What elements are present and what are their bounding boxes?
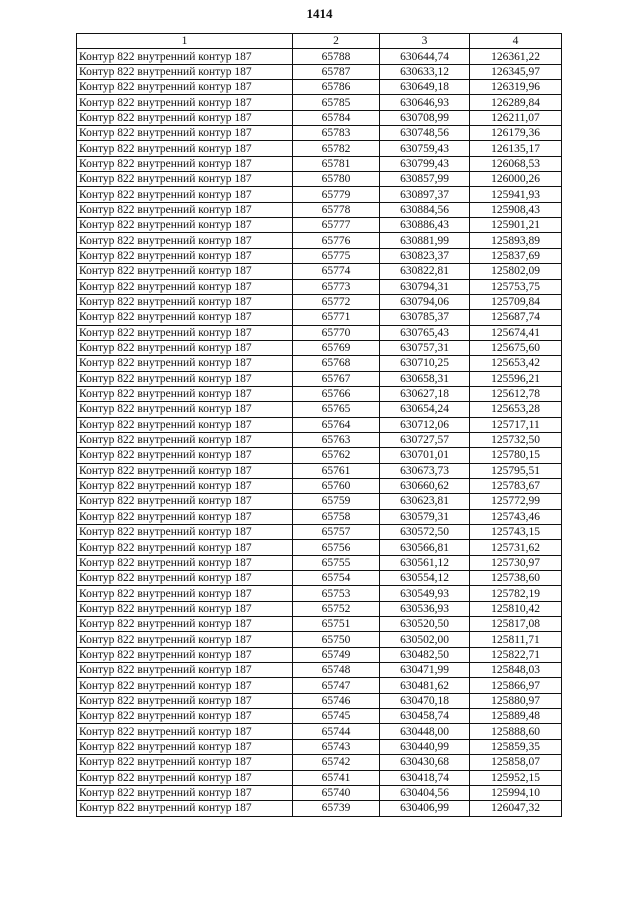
point-number-cell: 65751 (293, 617, 380, 632)
x-coordinate-cell: 630418,74 (380, 770, 470, 785)
contour-name-cell: Контур 822 внутренний контур 187 (77, 141, 293, 156)
contour-name-cell: Контур 822 внутренний контур 187 (77, 463, 293, 478)
table-row (77, 386, 562, 401)
y-coordinate-cell: 125889,48 (470, 709, 562, 724)
y-coordinate-cell: 125653,42 (470, 356, 562, 371)
point-number-cell: 65741 (293, 770, 380, 785)
point-number-cell: 65772 (293, 294, 380, 309)
contour-name-cell: Контур 822 внутренний контур 187 (77, 402, 293, 417)
y-coordinate-cell: 125941,93 (470, 187, 562, 202)
x-coordinate-cell: 630572,50 (380, 525, 470, 540)
point-number-cell: 65759 (293, 494, 380, 509)
y-coordinate-cell: 126068,53 (470, 156, 562, 171)
y-coordinate-cell: 125731,62 (470, 540, 562, 555)
point-number-cell: 65748 (293, 663, 380, 678)
y-coordinate-cell: 125675,60 (470, 340, 562, 355)
x-coordinate-cell: 630673,73 (380, 463, 470, 478)
table-row (77, 785, 562, 800)
point-number-cell: 65761 (293, 463, 380, 478)
x-coordinate-cell: 630502,00 (380, 632, 470, 647)
x-coordinate-cell: 630404,56 (380, 785, 470, 800)
y-coordinate-cell: 125687,74 (470, 310, 562, 325)
y-coordinate-cell: 125795,51 (470, 463, 562, 478)
contour-name-cell: Контур 822 внутренний контур 187 (77, 693, 293, 708)
point-number-cell: 65784 (293, 110, 380, 125)
point-number-cell: 65758 (293, 509, 380, 524)
point-number-cell: 65762 (293, 448, 380, 463)
y-coordinate-cell: 125717,11 (470, 417, 562, 432)
contour-name-cell: Контур 822 внутренний контур 187 (77, 540, 293, 555)
contour-name-cell: Контур 822 внутренний контур 187 (77, 739, 293, 754)
contour-name-cell: Контур 822 внутренний контур 187 (77, 770, 293, 785)
table-row (77, 110, 562, 125)
table-row (77, 755, 562, 770)
table-row (77, 801, 562, 816)
x-coordinate-cell: 630520,50 (380, 617, 470, 632)
x-coordinate-cell: 630406,99 (380, 801, 470, 816)
coordinates-table (76, 33, 562, 817)
x-coordinate-cell: 630654,24 (380, 402, 470, 417)
contour-name-cell: Контур 822 внутренний контур 187 (77, 187, 293, 202)
x-coordinate-cell: 630566,81 (380, 540, 470, 555)
y-coordinate-cell: 125730,97 (470, 555, 562, 570)
point-number-cell: 65783 (293, 126, 380, 141)
contour-name-cell: Контур 822 внутренний контур 187 (77, 172, 293, 187)
x-coordinate-cell: 630579,31 (380, 509, 470, 524)
table-body (77, 49, 562, 816)
contour-name-cell: Контур 822 внутренний контур 187 (77, 755, 293, 770)
y-coordinate-cell: 125901,21 (470, 218, 562, 233)
point-number-cell: 65750 (293, 632, 380, 647)
table-row (77, 494, 562, 509)
y-coordinate-cell: 126319,96 (470, 80, 562, 95)
table-row (77, 95, 562, 110)
x-coordinate-cell: 630727,57 (380, 432, 470, 447)
x-coordinate-cell: 630710,25 (380, 356, 470, 371)
point-number-cell: 65744 (293, 724, 380, 739)
table-row (77, 724, 562, 739)
contour-name-cell: Контур 822 внутренний контур 187 (77, 340, 293, 355)
x-coordinate-cell: 630633,12 (380, 64, 470, 79)
table-row (77, 402, 562, 417)
contour-name-cell: Контур 822 внутренний контур 187 (77, 248, 293, 263)
contour-name-cell: Контур 822 внутренний контур 187 (77, 678, 293, 693)
point-number-cell: 65780 (293, 172, 380, 187)
x-coordinate-cell: 630759,43 (380, 141, 470, 156)
point-number-cell: 65768 (293, 356, 380, 371)
y-coordinate-cell: 125780,15 (470, 448, 562, 463)
point-number-cell: 65775 (293, 248, 380, 263)
y-coordinate-cell: 125782,19 (470, 586, 562, 601)
y-coordinate-cell: 125612,78 (470, 386, 562, 401)
table-row (77, 294, 562, 309)
table-row (77, 64, 562, 79)
contour-name-cell: Контур 822 внутренний контур 187 (77, 586, 293, 601)
y-coordinate-cell: 125802,09 (470, 264, 562, 279)
y-coordinate-cell: 126179,36 (470, 126, 562, 141)
contour-name-cell: Контур 822 внутренний контур 187 (77, 525, 293, 540)
x-coordinate-cell: 630440,99 (380, 739, 470, 754)
x-coordinate-cell: 630658,31 (380, 371, 470, 386)
table-row (77, 509, 562, 524)
point-number-cell: 65779 (293, 187, 380, 202)
x-coordinate-cell: 630822,81 (380, 264, 470, 279)
x-coordinate-cell: 630549,93 (380, 586, 470, 601)
table-row (77, 156, 562, 171)
point-number-cell: 65747 (293, 678, 380, 693)
y-coordinate-cell: 125994,10 (470, 785, 562, 800)
y-coordinate-cell: 125743,46 (470, 509, 562, 524)
y-coordinate-cell: 125880,97 (470, 693, 562, 708)
y-coordinate-cell: 125817,08 (470, 617, 562, 632)
contour-name-cell: Контур 822 внутренний контур 187 (77, 617, 293, 632)
table-row (77, 586, 562, 601)
point-number-cell: 65788 (293, 49, 380, 64)
table-row (77, 417, 562, 432)
page-number: 1414 (306, 6, 333, 21)
column-header-3: 3 (380, 34, 470, 49)
point-number-cell: 65787 (293, 64, 380, 79)
table-row (77, 663, 562, 678)
x-coordinate-cell: 630646,93 (380, 95, 470, 110)
x-coordinate-cell: 630708,99 (380, 110, 470, 125)
table-row (77, 617, 562, 632)
point-number-cell: 65777 (293, 218, 380, 233)
y-coordinate-cell: 125952,15 (470, 770, 562, 785)
table-row (77, 126, 562, 141)
table-row (77, 540, 562, 555)
y-coordinate-cell: 125837,69 (470, 248, 562, 263)
contour-name-cell: Контур 822 внутренний контур 187 (77, 371, 293, 386)
x-coordinate-cell: 630794,06 (380, 294, 470, 309)
y-coordinate-cell: 125772,99 (470, 494, 562, 509)
point-number-cell: 65786 (293, 80, 380, 95)
table-row (77, 279, 562, 294)
header-row (77, 34, 562, 49)
contour-name-cell: Контур 822 внутренний контур 187 (77, 218, 293, 233)
table-row (77, 172, 562, 187)
y-coordinate-cell: 126361,22 (470, 49, 562, 64)
x-coordinate-cell: 630471,99 (380, 663, 470, 678)
point-number-cell: 65749 (293, 647, 380, 662)
point-number-cell: 65781 (293, 156, 380, 171)
y-coordinate-cell: 125859,35 (470, 739, 562, 754)
x-coordinate-cell: 630799,43 (380, 156, 470, 171)
point-number-cell: 65763 (293, 432, 380, 447)
y-coordinate-cell: 125753,75 (470, 279, 562, 294)
x-coordinate-cell: 630757,31 (380, 340, 470, 355)
y-coordinate-cell: 125783,67 (470, 478, 562, 493)
x-coordinate-cell: 630823,37 (380, 248, 470, 263)
y-coordinate-cell: 125893,89 (470, 233, 562, 248)
column-header-1: 1 (77, 34, 293, 49)
table-row (77, 356, 562, 371)
contour-name-cell: Контур 822 внутренний контур 187 (77, 632, 293, 647)
point-number-cell: 65766 (293, 386, 380, 401)
column-header-4: 4 (470, 34, 562, 49)
contour-name-cell: Контур 822 внутренний контур 187 (77, 417, 293, 432)
point-number-cell: 65773 (293, 279, 380, 294)
y-coordinate-cell: 125596,21 (470, 371, 562, 386)
point-number-cell: 65782 (293, 141, 380, 156)
contour-name-cell: Контур 822 внутренний контур 187 (77, 279, 293, 294)
point-number-cell: 65774 (293, 264, 380, 279)
contour-name-cell: Контур 822 внутренний контур 187 (77, 785, 293, 800)
table-row (77, 770, 562, 785)
x-coordinate-cell: 630430,68 (380, 755, 470, 770)
point-number-cell: 65785 (293, 95, 380, 110)
table-row (77, 310, 562, 325)
point-number-cell: 65755 (293, 555, 380, 570)
contour-name-cell: Контур 822 внутренний контур 187 (77, 432, 293, 447)
contour-name-cell: Контур 822 внутренний контур 187 (77, 126, 293, 141)
point-number-cell: 65778 (293, 202, 380, 217)
point-number-cell: 65765 (293, 402, 380, 417)
x-coordinate-cell: 630794,31 (380, 279, 470, 294)
table-row (77, 233, 562, 248)
contour-name-cell: Контур 822 внутренний контур 187 (77, 571, 293, 586)
contour-name-cell: Контур 822 внутренний контур 187 (77, 478, 293, 493)
contour-name-cell: Контур 822 внутренний контур 187 (77, 386, 293, 401)
x-coordinate-cell: 630765,43 (380, 325, 470, 340)
x-coordinate-cell: 630857,99 (380, 172, 470, 187)
contour-name-cell: Контур 822 внутренний контур 187 (77, 110, 293, 125)
contour-name-cell: Контур 822 внутренний контур 187 (77, 494, 293, 509)
y-coordinate-cell: 125743,15 (470, 525, 562, 540)
contour-name-cell: Контур 822 внутренний контур 187 (77, 601, 293, 616)
y-coordinate-cell: 125822,71 (470, 647, 562, 662)
contour-name-cell: Контур 822 внутренний контур 187 (77, 801, 293, 816)
point-number-cell: 65745 (293, 709, 380, 724)
y-coordinate-cell: 126000,26 (470, 172, 562, 187)
point-number-cell: 65770 (293, 325, 380, 340)
x-coordinate-cell: 630623,81 (380, 494, 470, 509)
contour-name-cell: Контур 822 внутренний контур 187 (77, 509, 293, 524)
x-coordinate-cell: 630448,00 (380, 724, 470, 739)
table-row (77, 693, 562, 708)
table-row (77, 601, 562, 616)
contour-name-cell: Контур 822 внутренний контур 187 (77, 724, 293, 739)
contour-name-cell: Контур 822 внутренний контур 187 (77, 80, 293, 95)
x-coordinate-cell: 630884,56 (380, 202, 470, 217)
x-coordinate-cell: 630886,43 (380, 218, 470, 233)
table-row (77, 555, 562, 570)
table-row (77, 264, 562, 279)
point-number-cell: 65764 (293, 417, 380, 432)
x-coordinate-cell: 630897,37 (380, 187, 470, 202)
x-coordinate-cell: 630701,01 (380, 448, 470, 463)
contour-name-cell: Контур 822 внутренний контур 187 (77, 202, 293, 217)
x-coordinate-cell: 630712,06 (380, 417, 470, 432)
table-row (77, 187, 562, 202)
x-coordinate-cell: 630627,18 (380, 386, 470, 401)
y-coordinate-cell: 125848,03 (470, 663, 562, 678)
x-coordinate-cell: 630554,12 (380, 571, 470, 586)
contour-name-cell: Контур 822 внутренний контур 187 (77, 448, 293, 463)
contour-name-cell: Контур 822 внутренний контур 187 (77, 95, 293, 110)
x-coordinate-cell: 630785,37 (380, 310, 470, 325)
y-coordinate-cell: 125810,42 (470, 601, 562, 616)
point-number-cell: 65746 (293, 693, 380, 708)
contour-name-cell: Контур 822 внутренний контур 187 (77, 555, 293, 570)
x-coordinate-cell: 630748,56 (380, 126, 470, 141)
y-coordinate-cell: 125866,97 (470, 678, 562, 693)
x-coordinate-cell: 630458,74 (380, 709, 470, 724)
table-row (77, 248, 562, 263)
y-coordinate-cell: 126047,32 (470, 801, 562, 816)
contour-name-cell: Контур 822 внутренний контур 187 (77, 156, 293, 171)
column-header-2: 2 (293, 34, 380, 49)
point-number-cell: 65754 (293, 571, 380, 586)
contour-name-cell: Контур 822 внутренний контур 187 (77, 356, 293, 371)
table-row (77, 448, 562, 463)
table-row (77, 739, 562, 754)
point-number-cell: 65740 (293, 785, 380, 800)
x-coordinate-cell: 630536,93 (380, 601, 470, 616)
table-row (77, 463, 562, 478)
x-coordinate-cell: 630481,62 (380, 678, 470, 693)
table-row (77, 709, 562, 724)
table-row (77, 478, 562, 493)
point-number-cell: 65767 (293, 371, 380, 386)
y-coordinate-cell: 125738,60 (470, 571, 562, 586)
point-number-cell: 65771 (293, 310, 380, 325)
point-number-cell: 65739 (293, 801, 380, 816)
table-row (77, 325, 562, 340)
x-coordinate-cell: 630644,74 (380, 49, 470, 64)
contour-name-cell: Контур 822 внутренний контур 187 (77, 233, 293, 248)
table-row (77, 525, 562, 540)
point-number-cell: 65753 (293, 586, 380, 601)
x-coordinate-cell: 630561,12 (380, 555, 470, 570)
table-row (77, 432, 562, 447)
table-row (77, 202, 562, 217)
y-coordinate-cell: 125709,84 (470, 294, 562, 309)
table-row (77, 647, 562, 662)
point-number-cell: 65760 (293, 478, 380, 493)
y-coordinate-cell: 125908,43 (470, 202, 562, 217)
point-number-cell: 65769 (293, 340, 380, 355)
point-number-cell: 65776 (293, 233, 380, 248)
table-row (77, 632, 562, 647)
table-row (77, 340, 562, 355)
table-row (77, 141, 562, 156)
table-row (77, 80, 562, 95)
x-coordinate-cell: 630881,99 (380, 233, 470, 248)
x-coordinate-cell: 630482,50 (380, 647, 470, 662)
y-coordinate-cell: 125888,60 (470, 724, 562, 739)
contour-name-cell: Контур 822 внутренний контур 187 (77, 663, 293, 678)
point-number-cell: 65757 (293, 525, 380, 540)
contour-name-cell: Контур 822 внутренний контур 187 (77, 49, 293, 64)
y-coordinate-cell: 126345,97 (470, 64, 562, 79)
contour-name-cell: Контур 822 внутренний контур 187 (77, 325, 293, 340)
point-number-cell: 65756 (293, 540, 380, 555)
contour-name-cell: Контур 822 внутренний контур 187 (77, 310, 293, 325)
contour-name-cell: Контур 822 внутренний контур 187 (77, 294, 293, 309)
y-coordinate-cell: 125732,50 (470, 432, 562, 447)
y-coordinate-cell: 125811,71 (470, 632, 562, 647)
contour-name-cell: Контур 822 внутренний контур 187 (77, 64, 293, 79)
y-coordinate-cell: 125674,41 (470, 325, 562, 340)
point-number-cell: 65742 (293, 755, 380, 770)
y-coordinate-cell: 125653,28 (470, 402, 562, 417)
x-coordinate-cell: 630470,18 (380, 693, 470, 708)
table-row (77, 371, 562, 386)
contour-name-cell: Контур 822 внутренний контур 187 (77, 647, 293, 662)
point-number-cell: 65743 (293, 739, 380, 754)
y-coordinate-cell: 126211,07 (470, 110, 562, 125)
y-coordinate-cell: 125858,07 (470, 755, 562, 770)
contour-name-cell: Контур 822 внутренний контур 187 (77, 264, 293, 279)
x-coordinate-cell: 630649,18 (380, 80, 470, 95)
x-coordinate-cell: 630660,62 (380, 478, 470, 493)
y-coordinate-cell: 126135,17 (470, 141, 562, 156)
y-coordinate-cell: 126289,84 (470, 95, 562, 110)
table-row (77, 678, 562, 693)
table-row (77, 49, 562, 64)
table-row (77, 571, 562, 586)
point-number-cell: 65752 (293, 601, 380, 616)
table-row (77, 218, 562, 233)
contour-name-cell: Контур 822 внутренний контур 187 (77, 709, 293, 724)
